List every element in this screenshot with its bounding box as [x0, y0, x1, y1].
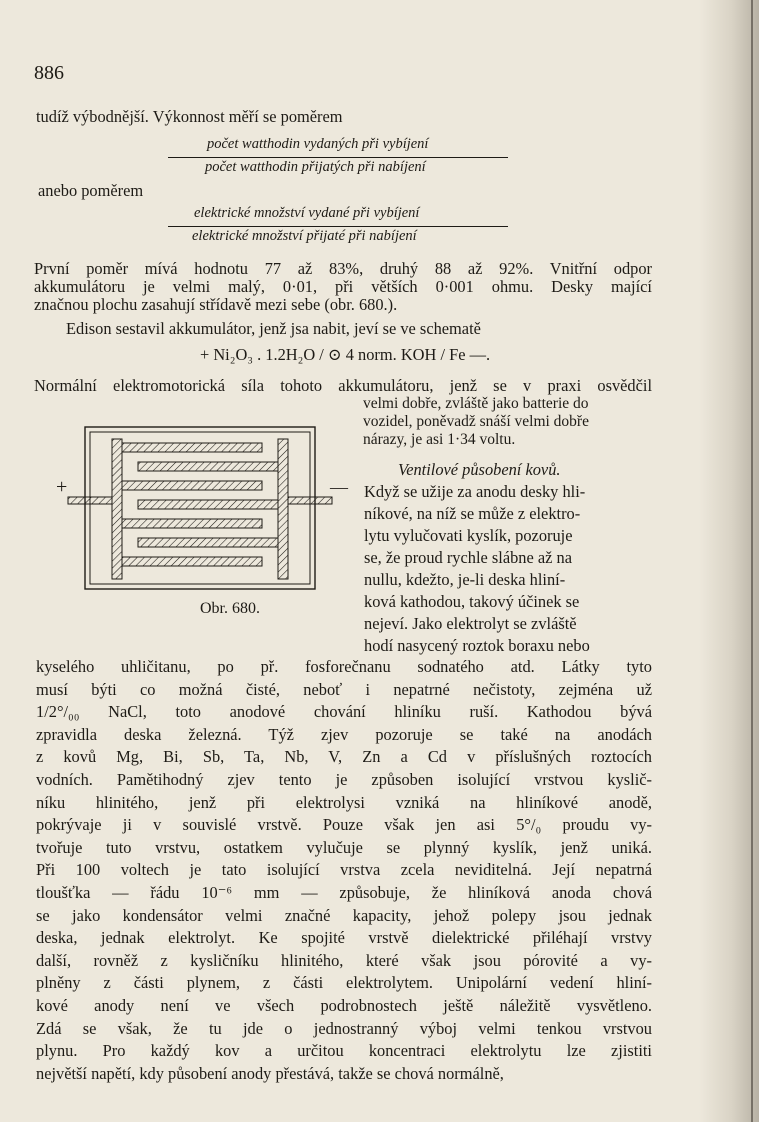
para1-line: akkumulátoru je velmi malý, 0·01, při větších 0·001 ohmu. Desky mající	[34, 277, 652, 296]
right-col-line: se, že proud rychle slábne až na	[364, 548, 572, 567]
body-line: plněny z části plynem, z části elektrolytem. Unipolární vedení hliní-	[36, 973, 652, 993]
minus-sign: —	[330, 477, 348, 497]
edison-formula: + Ni₂O₃ . 1.2H₂O / ⊙ 4 norm. KOH / Fe —.	[200, 345, 491, 364]
body-line: zpravidla deska železná. Týž zjev pozoruje se také na anodách	[36, 724, 652, 744]
right-col-line: lytu vylučovati kyslík, pozoruje	[364, 526, 573, 545]
para2-line: Normální elektromotorická síla tohoto akkumulátoru, jenž se v praxi osvědčil	[34, 376, 652, 395]
body-line: tvořuje tuto vrstvu, ostatkem vylučuje se plynný kyslík, jenž uniká.	[36, 837, 652, 857]
right-terminal	[288, 497, 332, 504]
right-col-line: nejeví. Jako elektrolyt se zvláště	[364, 614, 577, 633]
ratio2-fraction-line	[168, 226, 508, 227]
ratio1-numerator: počet watthodin vydaných při vybíjení	[207, 136, 429, 152]
body-line: musí býti co možná čisté, neboť i nepatrné nečistoty, zejména už	[36, 679, 652, 699]
page-edge	[751, 0, 753, 1122]
body-line: Při 100 voltech je tato isolující vrstva zcela neviditelná. Její nepatrná	[36, 860, 652, 880]
left-plate	[122, 519, 262, 528]
body-line: deska, jednak elektrolyt. Ke spojité vrstvě dielektrické přiléhají vrstvy	[36, 928, 652, 948]
body-line: vodních. Pamětihodný zjev tento je způsoben isolující vrstvou kyslič-	[36, 770, 652, 789]
body-line: další, rovněž z kysličníku hlinitého, které však jsou pórovité a vy-	[36, 950, 652, 970]
right-col-line: vozidel, poněvadž snáší velmi dobře	[363, 413, 589, 430]
ratio2-numerator: elektrické množství vydané při vybíjení	[194, 205, 420, 221]
left-plate	[122, 443, 262, 452]
body-line: z kovů Mg, Bi, Sb, Ta, Nb, V, Zn a Cd v příslušných roztocích	[36, 747, 652, 767]
plus-sign: +	[56, 476, 68, 498]
section-heading: Ventilové působení kovů.	[398, 460, 561, 479]
right-col-line: nullu, kdežto, je-li deska hliní-	[364, 570, 566, 589]
anebo-line: anebo poměrem	[38, 181, 144, 200]
ratio1-denominator: počet watthodin přijatých při nabíjení	[205, 159, 426, 175]
figure-caption: Obr. 680.	[200, 600, 260, 617]
body-line: plynu. Pro každý kov a určitou koncentraci elektrolytu lze zjistiti	[36, 1041, 652, 1061]
body-line: Zdá se však, že tu jde o jednostranný výboj velmi tenkou vrstvou	[36, 1018, 652, 1038]
para1-line: značnou plochu zasahují střídavě mezi sebe (obr. 680.).	[34, 295, 398, 314]
ratio1-fraction-line	[168, 157, 508, 158]
accumulator-diagram	[50, 425, 350, 600]
body-line: 1/2°/₀₀ NaCl, toto anodové chování hliníku ruší. Kathodou bývá	[36, 702, 652, 722]
edison-line: Edison sestavil akkumulátor, jenž jsa nabit, jeví se ve schematě	[66, 319, 481, 338]
ratio2-denominator: elektrické množství přijaté při nabíjení	[192, 228, 417, 244]
left-frame	[112, 439, 122, 579]
right-col-line: Když se užije za anodu desky hli-	[364, 482, 586, 501]
body-line: se jako kondensátor velmi značné kapacity, jehož polepy jsou jednak	[36, 905, 652, 925]
para1-line: První poměr mívá hodnotu 77 až 83%, druhý 88 až 92%. Vnitřní odpor	[34, 259, 652, 278]
right-col-line: nárazy, je asi 1·34 voltu.	[363, 431, 516, 448]
page-number: 886	[34, 62, 64, 84]
body-line: níku hlinitého, jenž při elektrolysi vzniká na hliníkové anodě,	[36, 792, 652, 812]
right-col-line: hodí nasycený roztok boraxu nebo	[364, 636, 590, 655]
body-line: kyselého uhličitanu, po př. fosforečnanu sodnatého atd. Látky tyto	[36, 657, 652, 676]
intro-line: tudíž výbodnější. Výkonnost měří se poměrem	[36, 107, 343, 126]
right-col-line: ková kathodou, takový účinek se	[364, 592, 580, 611]
body-line: tloušťka — řádu 10⁻⁶ mm — způsobuje, že hliníková anoda chová	[36, 883, 652, 902]
left-terminal	[68, 497, 112, 504]
right-plate	[138, 538, 278, 547]
right-plate	[138, 500, 278, 509]
body-line: největší napětí, kdy působení anody přestává, takže se chová normálně,	[36, 1063, 504, 1083]
right-plate	[138, 462, 278, 471]
left-plate	[122, 557, 262, 566]
right-col-line: velmi dobře, zvláště jako batterie do	[363, 395, 589, 412]
left-plate	[122, 481, 262, 490]
page-shadow	[699, 0, 759, 1122]
accumulator-figure	[50, 425, 350, 621]
body-line: pokrývaje ji v souvislé vrstvě. Pouze však jen asi 5°/₀ proudu vy-	[36, 815, 652, 835]
body-line: kové anody není ve všech podrobnostech ještě náležitě vysvětleno.	[36, 996, 652, 1015]
right-frame	[278, 439, 288, 579]
right-col-line: níkové, na níž se může z elektro-	[364, 504, 581, 523]
